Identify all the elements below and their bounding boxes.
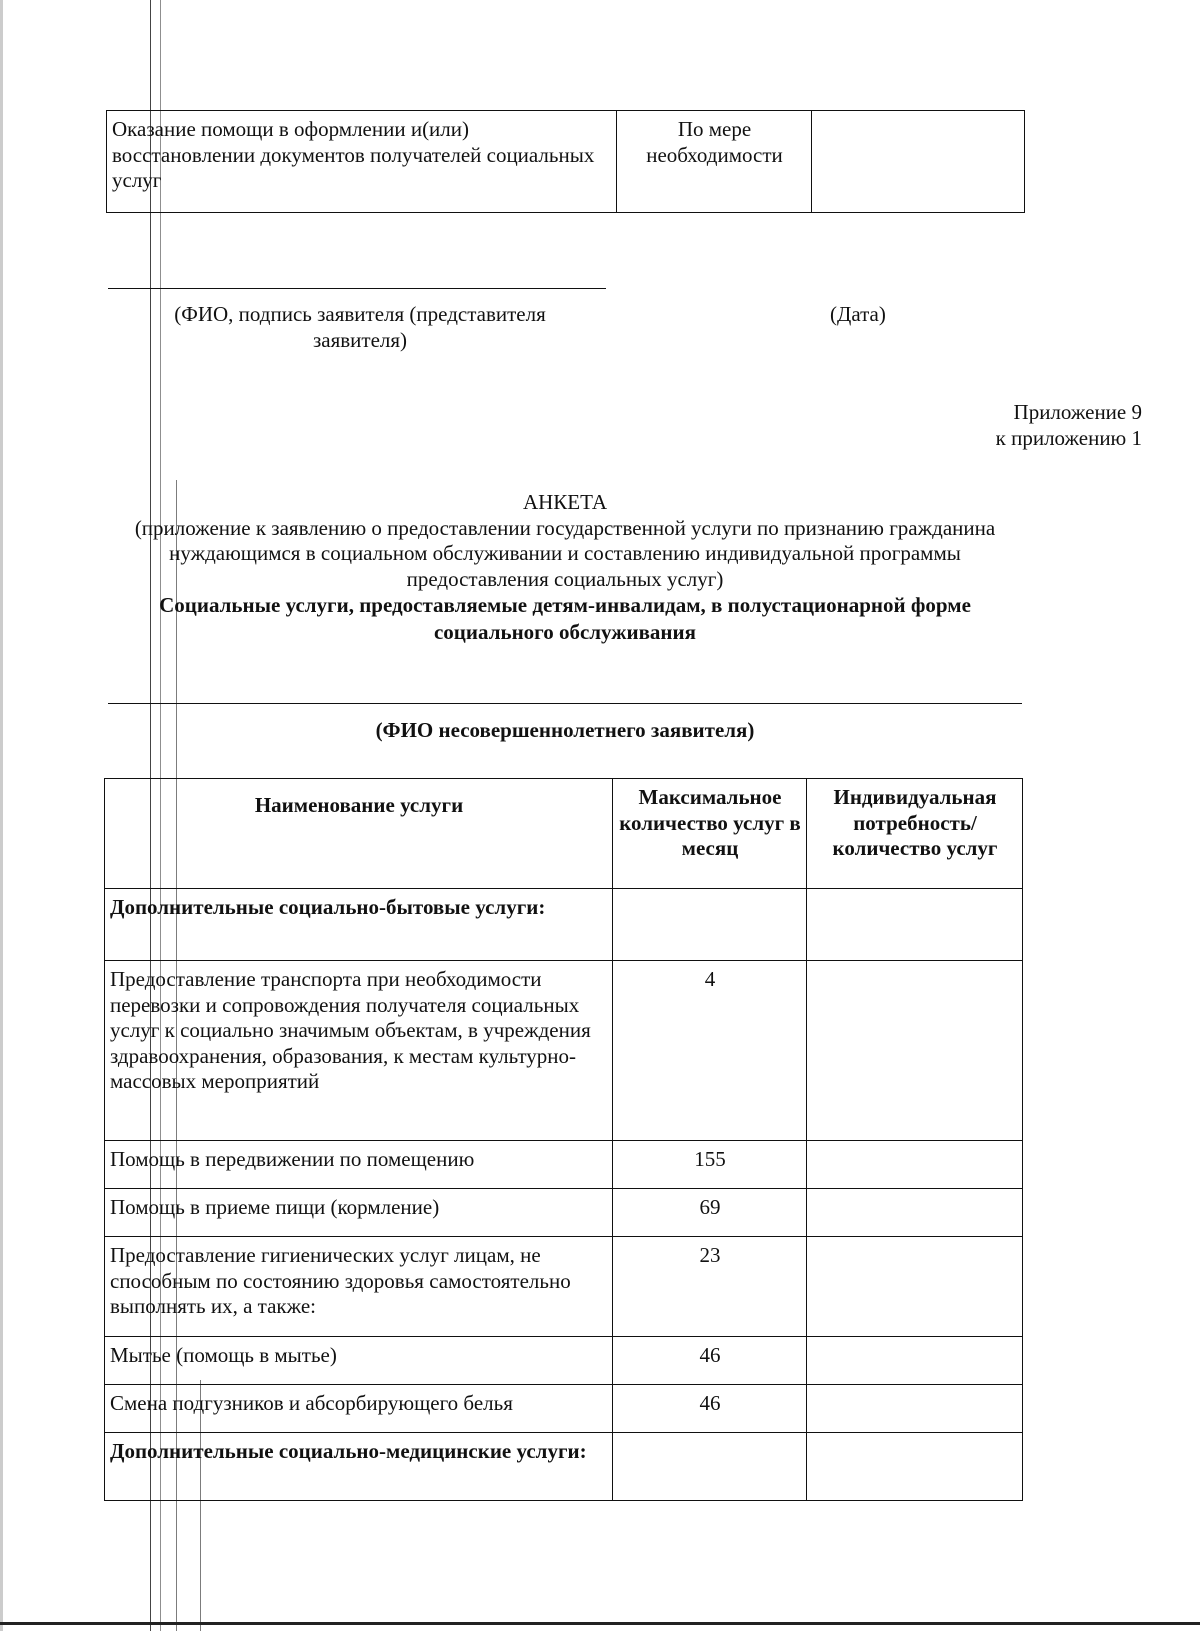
service-name-cell: Оказание помощи в оформлении и(или) восстановлении документов получателей социальных услуг <box>107 111 617 213</box>
questionnaire-heading: Социальные услуги, предоставляемые детям-инвалидам, в полустационарной форме социального обслуживания <box>159 593 971 644</box>
appendix-note <box>996 400 1142 451</box>
table-row <box>105 961 1023 1141</box>
questionnaire-subtitle: (приложение к заявлению о предоставлении государственной услуги по признанию гражданина нуждающимся в социальном обслуживании и составлению индивидуальной программы предоставления социальных услуг) <box>134 515 996 591</box>
questionnaire-title: АНКЕТА <box>522 490 608 514</box>
table-row <box>105 1337 1023 1385</box>
max-count-cell: По мере необходимости <box>617 111 812 213</box>
individual-need-cell <box>807 889 1023 961</box>
header-max-count: Максимальное количество услуг в месяц <box>613 779 807 889</box>
service-name-cell: Смена подгузников и абсорбирующего белья <box>105 1385 613 1433</box>
max-count-cell: 69 <box>613 1189 807 1237</box>
max-count-cell <box>613 1433 807 1501</box>
table-row <box>105 1141 1023 1189</box>
max-count-cell: 46 <box>613 1337 807 1385</box>
max-count-cell: 4 <box>613 961 807 1141</box>
table-row <box>105 1237 1023 1337</box>
max-count-cell <box>613 889 807 961</box>
scan-left-edge <box>0 0 3 1631</box>
max-count-cell: 46 <box>613 1385 807 1433</box>
table-row <box>105 1385 1023 1433</box>
signature-line <box>108 288 606 289</box>
appendix-line-2: к приложению 1 <box>995 425 1142 450</box>
services-table <box>104 778 1023 1501</box>
individual-need-cell <box>807 961 1023 1141</box>
max-count-cell: 155 <box>613 1141 807 1189</box>
section-heading-cell: Дополнительные социально-бытовые услуги: <box>105 889 613 961</box>
max-count-cell: 23 <box>613 1237 807 1337</box>
services-table-continued <box>106 110 1025 213</box>
scan-bottom-edge <box>0 1622 1200 1625</box>
individual-need-cell <box>807 1433 1023 1501</box>
table-header-row <box>105 779 1023 889</box>
applicant-name-line <box>108 703 1022 704</box>
service-name-cell: Предоставление гигиенических услуг лицам, не способным по состоянию здоровья самостоятельно выполнять их, а также: <box>105 1237 613 1337</box>
questionnaire-header <box>100 490 1030 645</box>
signature-caption: (ФИО, подпись заявителя (представителя заявителя) <box>174 302 546 352</box>
appendix-line-1: Приложение 9 <box>1013 400 1142 424</box>
table-row <box>105 1189 1023 1237</box>
individual-need-cell <box>812 111 1025 213</box>
header-service-name: Наименование услуги <box>105 779 613 889</box>
date-caption: (Дата) <box>830 302 886 326</box>
table-row <box>107 111 1025 213</box>
service-name-cell: Помощь в приеме пищи (кормление) <box>105 1189 613 1237</box>
section-heading-cell: Дополнительные социально-медицинские услуги: <box>105 1433 613 1501</box>
individual-need-cell <box>807 1337 1023 1385</box>
individual-need-cell <box>807 1189 1023 1237</box>
header-individual-need: Индивидуальная потребность/количество услуг <box>807 779 1023 889</box>
table-row <box>105 889 1023 961</box>
table-row <box>105 1433 1023 1501</box>
service-name-cell: Мытье (помощь в мытье) <box>105 1337 613 1385</box>
individual-need-cell <box>807 1141 1023 1189</box>
service-name-cell: Помощь в передвижении по помещению <box>105 1141 613 1189</box>
service-name-cell: Предоставление транспорта при необходимости перевозки и сопровождения получателя социальных услуг к социально значимым объектам, в учреждения здравоохранения, образования, к местам культурно-массовых мероприятий <box>105 961 613 1141</box>
individual-need-cell <box>807 1237 1023 1337</box>
applicant-name-caption: (ФИО несовершеннолетнего заявителя) <box>375 718 755 742</box>
individual-need-cell <box>807 1385 1023 1433</box>
